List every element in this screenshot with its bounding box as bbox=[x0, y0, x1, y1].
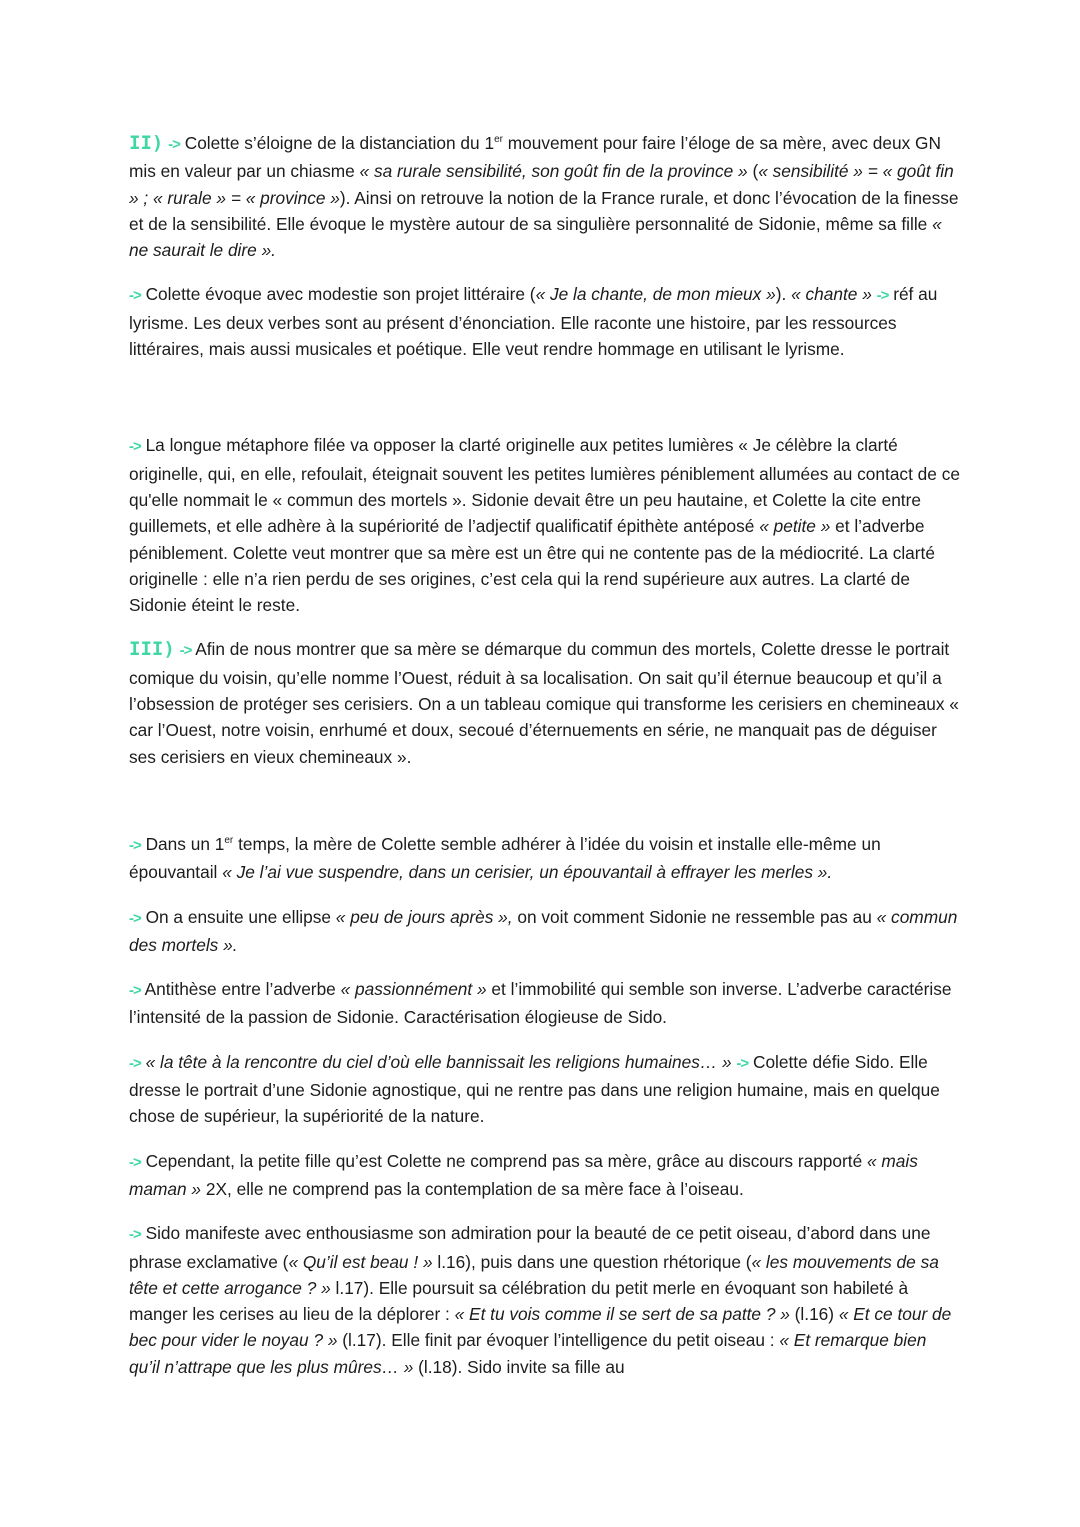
superscript-text: er bbox=[494, 134, 503, 146]
body-text: ). Ainsi on retrouve la notion de la France rurale, et donc l’évocation de la finesse et de la sensibilité. Elle évoque le mystère autour de sa singulière personnalité de Sidonie, même sa fille bbox=[129, 187, 959, 234]
body-text: La longue métaphore filée va opposer la clarté originelle aux petites lumières « Je célèbre la clarté originelle, qui, en elle, refoulait, éteignait souvent les petites lumières péniblement allumées au contact de ce qu'elle nommait le « commun des mortels ». Sidonie devait être un peu hautaine, et Colette la cite entre guillemets, et elle adhère à la supériorité de l’adjectif qualificatif épithète antéposé bbox=[129, 435, 960, 537]
quotation-text: « Et tu vois comme il se sert de sa patte ? » bbox=[454, 1304, 790, 1325]
quotation-text: « la tête à la rencontre du ciel d’où elle bannissait les religions humaines… » bbox=[145, 1051, 732, 1072]
arrow-icon: -> bbox=[129, 1153, 141, 1171]
arrow-icon: -> bbox=[129, 909, 141, 927]
quotation-text: « Je la chante, de mon mieux » bbox=[535, 284, 776, 305]
arrow-icon: -> bbox=[168, 136, 180, 153]
body-text: (l.16) bbox=[789, 1304, 839, 1325]
body-text: l.16), puis dans une question rhétorique ( bbox=[432, 1251, 752, 1272]
arrow-icon: -> bbox=[129, 1226, 141, 1244]
body-text: temps, la mère de Colette semble adhérer à l’idée du voisin et installe elle-même un épouvantail bbox=[129, 833, 881, 883]
paragraph-admiration bbox=[129, 1220, 960, 1380]
body-text: et l’immobilité qui semble son inverse. L’adverbe caractérise l’intensité de la passion de Sidonie. Caractérisation élogieuse de Sido. bbox=[129, 979, 952, 1028]
arrow-icon: -> bbox=[129, 836, 141, 854]
quotation-text: « sensibilité » = « goût fin » ; « rurale » = « province » bbox=[129, 161, 954, 208]
paragraph-section-3-intro bbox=[129, 636, 960, 769]
body-text: Cependant, la petite fille qu’est Colette ne comprend pas sa mère, grâce au discours rapporté bbox=[140, 1150, 867, 1171]
paragraph-section-2-intro bbox=[129, 130, 960, 263]
arrow-icon: -> bbox=[736, 1054, 749, 1072]
body-text: et l’adverbe péniblement. Colette veut montrer que sa mère est un être qui ne contente pas de la médiocrité. La clarté originelle : elle n’a rien perdu de ses origines, c’est cela qui la rend supérieure aux autres. La clarté de Sidonie éteint le reste. bbox=[129, 516, 935, 616]
body-text: Colette s’éloigne de la distanciation du 1 bbox=[179, 133, 495, 153]
quotation-text: « peu de jours après », bbox=[335, 906, 513, 927]
body-text: mouvement pour faire l’éloge de sa mère, avec deux GN mis en valeur par un chiasme bbox=[129, 133, 941, 182]
body-text: 2X, elle ne comprend pas la contemplation de sa mère face à l’oiseau. bbox=[201, 1178, 744, 1199]
paragraph-antithese bbox=[129, 976, 960, 1031]
arrow-icon: -> bbox=[179, 642, 192, 660]
section-number: II) bbox=[129, 132, 164, 154]
quotation-text: « passionnément » bbox=[340, 979, 487, 1000]
body-text: l.17). Elle poursuit sa célébration du petit merle en évoquant son habileté à manger les cerises au lieu de la déplorer : bbox=[129, 1277, 909, 1325]
arrow-icon: -> bbox=[876, 287, 889, 305]
quotation-text: « petite » bbox=[759, 516, 831, 537]
arrow-icon: -> bbox=[129, 438, 141, 456]
body-text: ). bbox=[775, 284, 792, 305]
quotation-text: « ne saurait le dire ». bbox=[129, 213, 942, 261]
paragraph-discours-rapporte bbox=[129, 1148, 960, 1203]
quotation-text: « Et ce tour de bec pour vider le noyau ? » bbox=[129, 1304, 952, 1351]
body-text: Colette défie Sido. Elle dresse le portrait d’une Sidonie agnostique, qui ne rentre pas dans une religion humaine, mais en quelque chose de supérieur, la supériorité de la nature. bbox=[129, 1051, 940, 1127]
quotation-text: « Je l’ai vue suspendre, dans un cerisier, un épouvantail à effrayer les merles ». bbox=[222, 862, 833, 883]
body-text: (l.17). Elle finit par évoquer l’intelligence du petit oiseau : bbox=[337, 1330, 780, 1351]
paragraph-metaphore bbox=[129, 432, 960, 618]
paragraph-ellipse bbox=[129, 904, 960, 959]
quotation-text: « chante » bbox=[791, 284, 872, 305]
body-text: On a ensuite une ellipse bbox=[140, 906, 336, 927]
paragraph-lyrisme bbox=[129, 281, 960, 362]
body-text: Afin de nous montrer que sa mère se démarque du commun des mortels, Colette dresse le portrait comique du voisin, qu’elle nomme l’Ouest, réduit à sa localisation. On sait qu’il éternue beaucoup et qu’il a l’obsession de protéger ses cerisiers. On a un tableau comique qui transforme les cerisiers en chemineaux « car l’Ouest, notre voisin, enrhumé et doux, secoué d’éternuements en série, ne manquait pas de déguiser ses cerisiers en vieux chemineaux ». bbox=[129, 639, 959, 767]
arrow-icon: -> bbox=[129, 1054, 141, 1072]
paragraph-religions bbox=[129, 1049, 960, 1130]
body-text: on voit comment Sidonie ne ressemble pas au bbox=[512, 906, 877, 927]
body-text: Antithèse entre l’adverbe bbox=[140, 979, 341, 1000]
body-text: ( bbox=[747, 161, 759, 182]
quotation-text: « Qu’il est beau ! » bbox=[288, 1251, 433, 1272]
quotation-text: « Et remarque bien qu’il n’attrape que les plus mûres… » bbox=[129, 1330, 927, 1377]
body-text: Colette évoque avec modestie son projet littéraire ( bbox=[140, 284, 536, 305]
paragraph-epouvantail bbox=[129, 831, 960, 886]
quotation-text: « sa rurale sensibilité, son goût fin de la province » bbox=[359, 161, 748, 182]
section-number: III) bbox=[129, 638, 175, 661]
body-text: Sido manifeste avec enthousiasme son admiration pour la beauté de ce petit oiseau, d’abord dans une phrase exclamative ( bbox=[129, 1223, 931, 1272]
body-text: (l.18). Sido invite sa fille au bbox=[413, 1356, 625, 1377]
body-text: réf au lyrisme. Les deux verbes sont au présent d’énonciation. Elle raconte une histoire, par les ressources littéraires, mais aussi musicales et poétique. Elle veut rendre hommage en utilisant le lyrisme. bbox=[129, 284, 938, 360]
body-text: Dans un 1 bbox=[140, 833, 225, 854]
quotation-text: « les mouvements de sa tête et cette arrogance ? » bbox=[129, 1251, 939, 1298]
arrow-icon: -> bbox=[129, 982, 141, 1000]
quotation-text: « mais maman » bbox=[129, 1150, 918, 1199]
arrow-icon: -> bbox=[129, 287, 141, 305]
quotation-text: « commun des mortels ». bbox=[129, 906, 958, 955]
superscript-text: er bbox=[224, 835, 234, 847]
